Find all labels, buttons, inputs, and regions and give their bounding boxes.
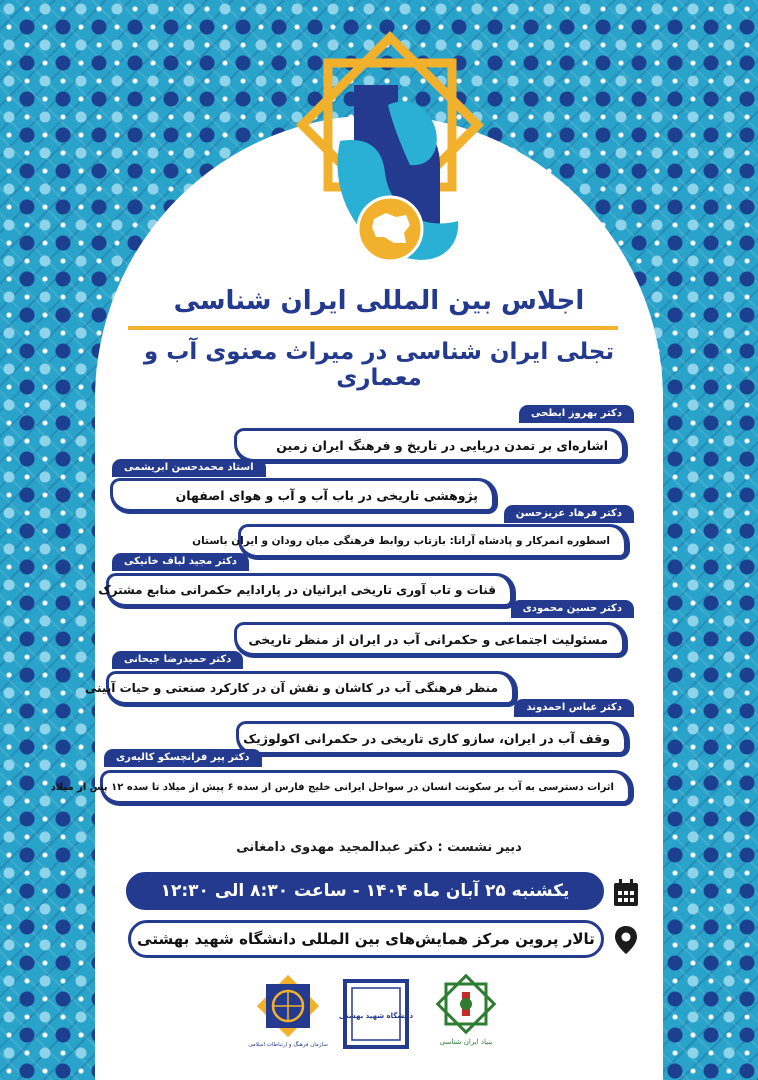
speaker-badge-6: دکتر حمیدرضا جیحانی [112, 651, 243, 669]
iranology-foundation-caption: بنیاد ایران شناسی [439, 1038, 493, 1046]
speaker-badge-5: دکتر حسین محمودی [511, 600, 634, 618]
speaker-badge-4: دکتر مجید لباف خانیکی [112, 553, 249, 571]
speaker-badge-2: استاد محمدحسن ابریشمی [112, 459, 266, 477]
talk-topic-6: منظر فرهنگی آب در کاشان و نقش آن در کارکرد صنعتی و حیات آیینی [106, 671, 518, 707]
speaker-badge-7: دکتر عباس احمدوند [514, 699, 634, 717]
speaker-badge-8: دکتر پیر فرانچسکو کالیه‌ری [104, 749, 262, 767]
title-divider [128, 326, 618, 330]
icro-caption: سازمان فرهنگ و ارتباطات اسلامی [248, 1042, 328, 1048]
location-pin-icon [612, 925, 640, 955]
talk-topic-7: وقف آب در ایران، سازو کاری تاریخی در حکمرانی اکولوژیک [236, 721, 630, 757]
sbu-caption: دانشگاه شهید بهشتی [338, 1012, 414, 1020]
speaker-badge-3: دکتر فرهاد عزیزحسن [504, 505, 634, 523]
talk-topic-8: اثرات دسترسی به آب بر سکونت انسان در سواحل ایرانی خلیج فارس از سده ۶ پیش از میلاد تا سده ۱۲ پس از میلاد [100, 770, 634, 806]
speaker-badge-1: دکتر بهروز ابطحی [519, 405, 634, 423]
talk-topic-3: اسطوره انمرکار و پادشاه آراتا: بازتاب روابط فرهنگی میان رودان و ایران باستان [238, 524, 630, 560]
date-time-banner: یکشنبه ۲۵ آبان ماه ۱۴۰۴ - ساعت ۸:۳۰ الی ۱۲:۳۰ [126, 872, 604, 910]
talk-topic-5: مسئولیت اجتماعی و حکمرانی آب در ایران از منظر تاریخی [234, 622, 628, 658]
venue-banner: تالار پروین مرکز همایش‌های بین المللی دانشگاه شهید بهشتی [128, 920, 604, 958]
calendar-icon [612, 878, 640, 908]
event-title: اجلاس بین المللی ایران شناسی [173, 286, 585, 316]
talk-topic-1: اشاره‌ای بر تمدن دریایی در تاریخ و فرهنگ ایران زمین [234, 428, 628, 464]
session-moderator: دبیر نشست : دکتر عبدالمجید مهدوی دامغانی [236, 840, 522, 855]
event-subtitle: تجلی ایران شناسی در میراث معنوی آب و معماری [143, 339, 615, 391]
talk-topic-2: پژوهشی تاریخی در باب آب و آب و هوای اصفهان [110, 478, 498, 514]
icro-logo [248, 978, 328, 1050]
iranology-emblem [290, 45, 490, 285]
sbu-logo [338, 978, 414, 1050]
talk-topic-4: قنات و تاب آوری تاریخی ایرانیان در پارادایم حکمرانی منابع مشترک [106, 573, 516, 609]
iranology-foundation-logo [428, 978, 504, 1050]
